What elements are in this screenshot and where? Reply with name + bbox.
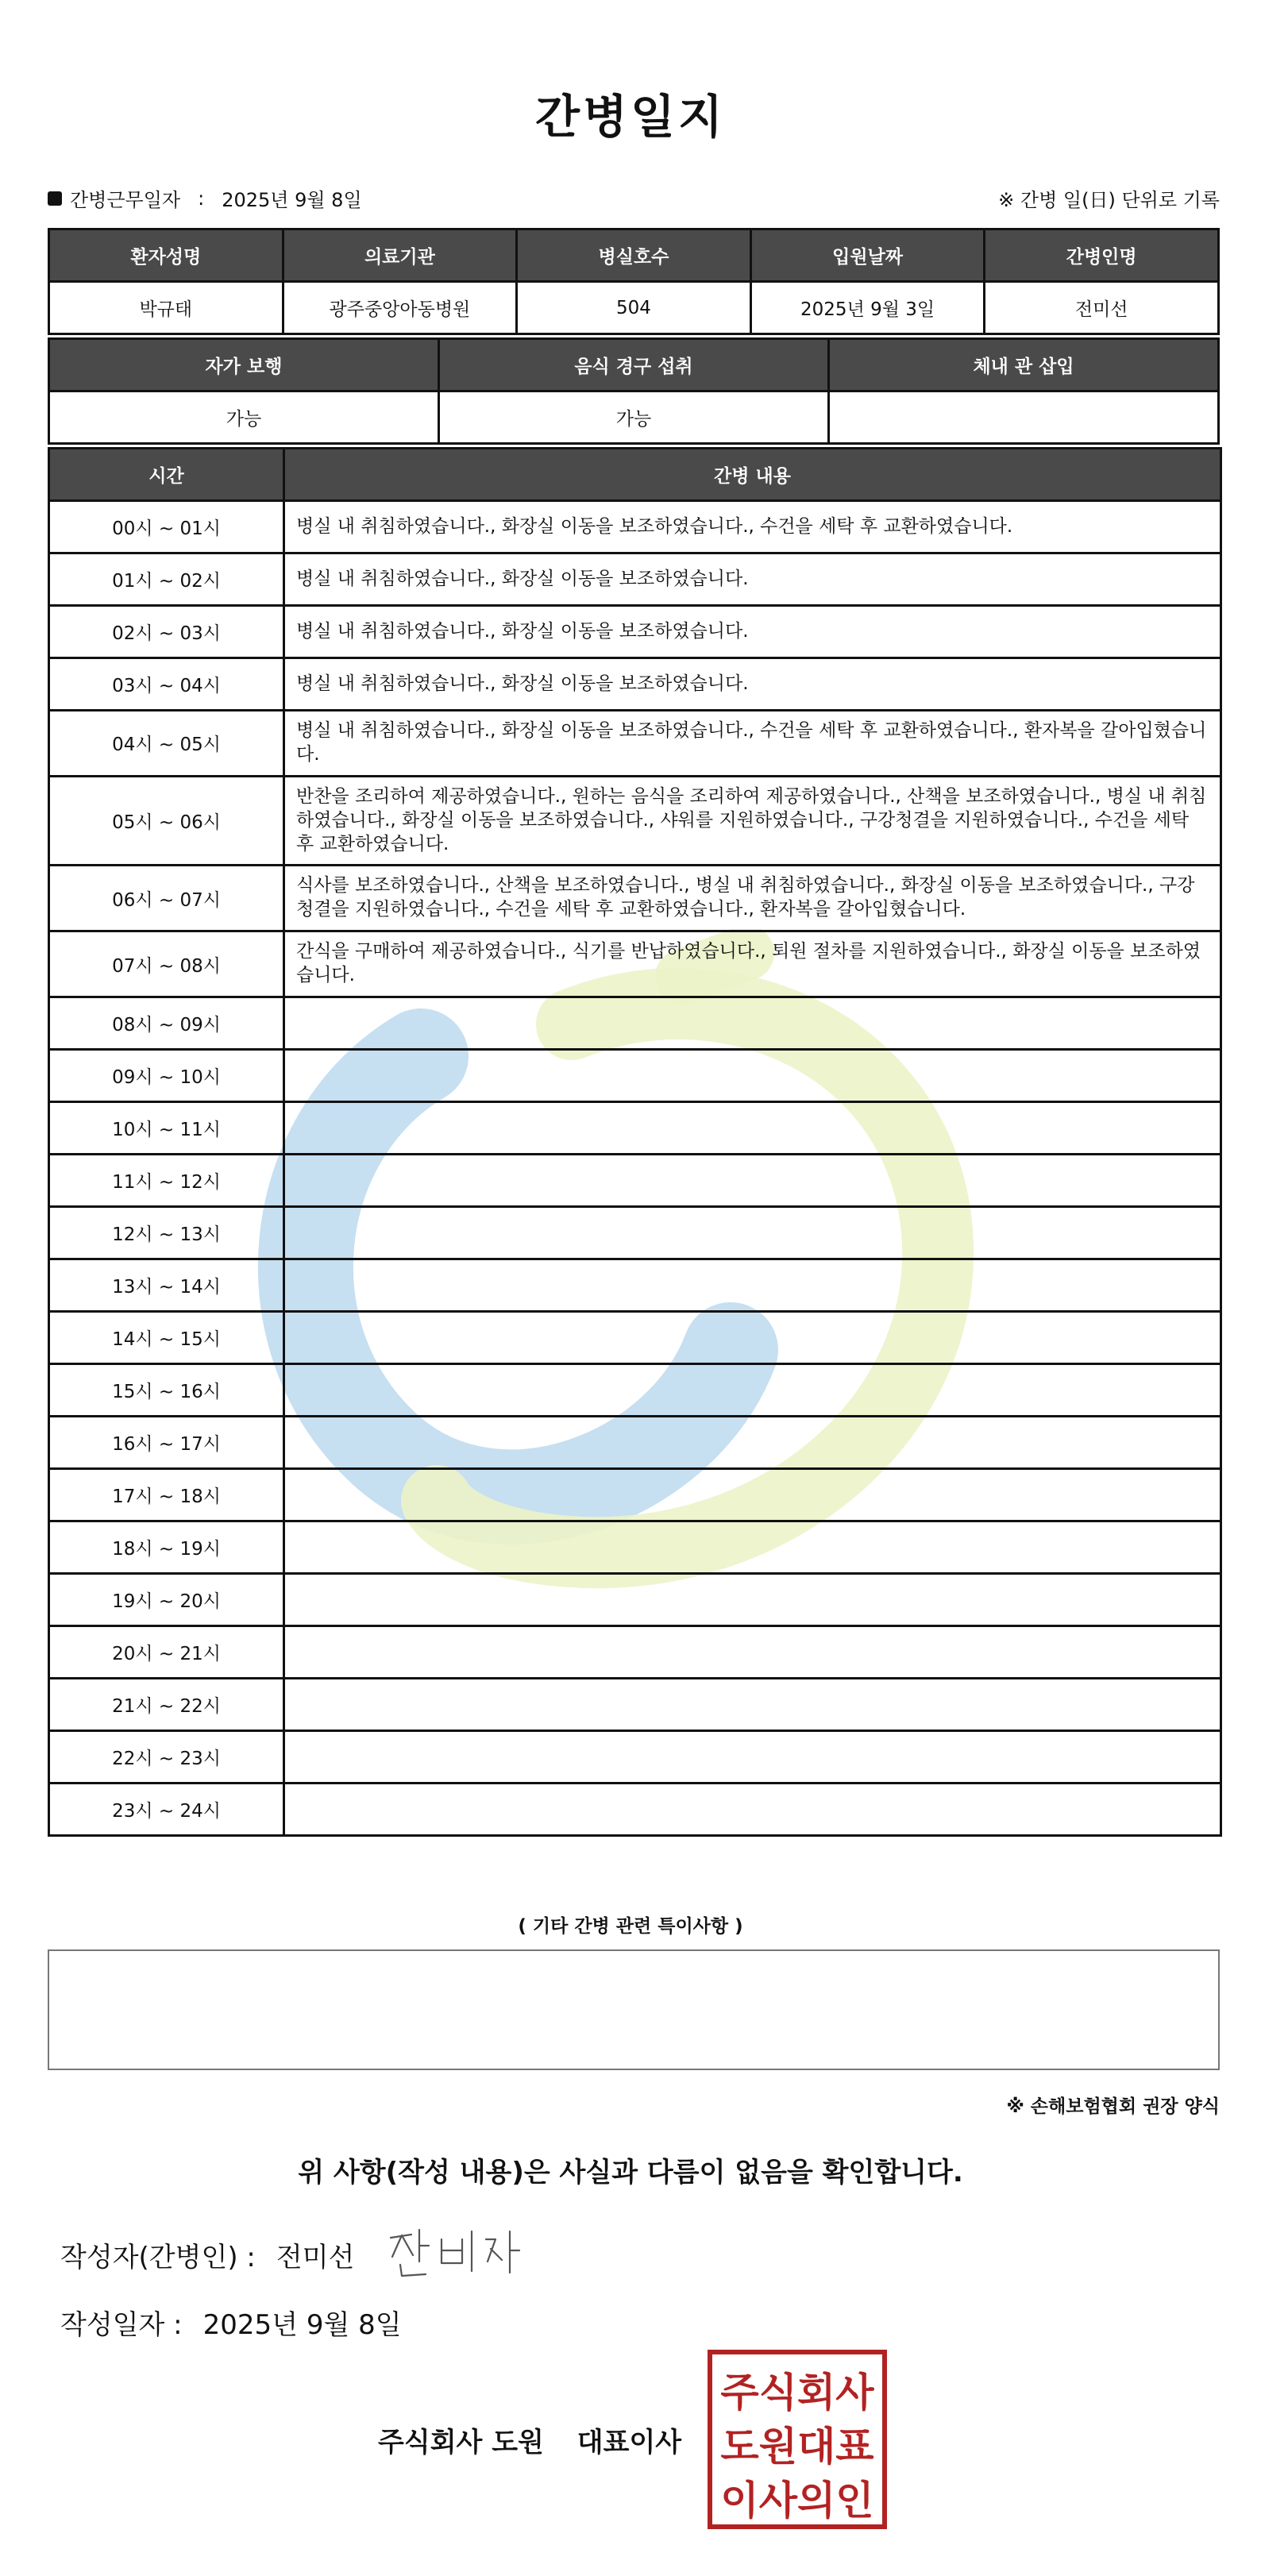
content-cell bbox=[284, 1050, 1221, 1102]
table-row bbox=[49, 553, 1221, 606]
time-cell: 14시 ~ 15시 bbox=[49, 1312, 284, 1364]
time-cell: 13시 ~ 14시 bbox=[49, 1259, 284, 1312]
content-cell bbox=[284, 1155, 1221, 1207]
content-cell bbox=[284, 1364, 1221, 1417]
self-walking-value: 가능 bbox=[49, 391, 439, 444]
seal-line-1: 주식회사 bbox=[720, 2370, 874, 2416]
time-cell: 22시 ~ 23시 bbox=[49, 1731, 284, 1784]
table-row bbox=[49, 1102, 1221, 1155]
header-room-number: 병실호수 bbox=[517, 229, 751, 282]
content-cell bbox=[284, 1417, 1221, 1469]
patient-name-value: 박규태 bbox=[49, 282, 283, 334]
content-cell: 반찬을 조리하여 제공하였습니다., 원하는 음식을 조리하여 제공하였습니다., 산책을 보조하였습니다., 병실 내 취침하였습니다., 화장실 이동을 보조하였습니다., 샤워를 지원하였습니다., 구강청결을 지원하였습니다., 수건을 세탁 후 교환하였습니다. bbox=[284, 776, 1221, 866]
document-title: 간병일지 bbox=[534, 90, 727, 144]
table-row bbox=[49, 1574, 1221, 1626]
table-row bbox=[49, 1521, 1221, 1574]
company-line bbox=[378, 2420, 681, 2459]
oral-intake-value: 가능 bbox=[439, 391, 829, 444]
work-date-colon: : bbox=[198, 187, 205, 210]
time-cell: 03시 ~ 04시 bbox=[49, 658, 284, 711]
content-cell bbox=[284, 1521, 1221, 1574]
content-cell: 간식을 구매하여 제공하였습니다., 식기를 반납하였습니다., 퇴원 절차를 지원하였습니다., 화장실 이동을 보조하였습니다. bbox=[284, 931, 1221, 997]
content-cell bbox=[284, 1784, 1221, 1836]
table-row bbox=[49, 1731, 1221, 1784]
written-date-label: 작성일자 : bbox=[60, 2309, 183, 2341]
signature-image bbox=[384, 2223, 535, 2287]
remarks-box bbox=[48, 1949, 1220, 2070]
table-row bbox=[49, 1207, 1221, 1259]
work-date-group bbox=[48, 184, 362, 212]
bullet-square-icon bbox=[48, 191, 62, 206]
patient-info-header-row bbox=[49, 229, 1219, 282]
hospital-value: 광주중앙아동병원 bbox=[283, 282, 517, 334]
header-self-walking: 자가 보행 bbox=[49, 339, 439, 391]
header-patient-name: 환자성명 bbox=[49, 229, 283, 282]
remarks-title: ( 기타 간병 관련 특이사항 ) bbox=[518, 1916, 743, 1937]
record-unit-note: ※ 간병 일(日) 단위로 기록 bbox=[998, 189, 1220, 211]
content-cell: 병실 내 취침하였습니다., 화장실 이동을 보조하였습니다. bbox=[284, 606, 1221, 658]
table-row bbox=[49, 866, 1221, 931]
company-rep: 대표이사 bbox=[577, 2427, 682, 2458]
header-tube-insertion: 체내 관 삽입 bbox=[829, 339, 1219, 391]
header-time: 시간 bbox=[49, 449, 284, 501]
content-cell: 병실 내 취침하였습니다., 화장실 이동을 보조하였습니다. bbox=[284, 658, 1221, 711]
table-row bbox=[49, 1312, 1221, 1364]
patient-condition-table bbox=[48, 337, 1220, 445]
content-cell: 병실 내 취침하였습니다., 화장실 이동을 보조하였습니다., 수건을 세탁 후 교환하였습니다., 환자복을 갈아입혔습니다. bbox=[284, 711, 1221, 777]
patient-condition-header-row bbox=[49, 339, 1219, 391]
table-row bbox=[49, 501, 1221, 553]
time-cell: 05시 ~ 06시 bbox=[49, 776, 284, 866]
table-row bbox=[49, 997, 1221, 1050]
header-hospital: 의료기관 bbox=[283, 229, 517, 282]
written-date-row bbox=[60, 2303, 402, 2342]
seal-line-3: 이사의인 bbox=[720, 2478, 874, 2524]
time-cell: 02시 ~ 03시 bbox=[49, 606, 284, 658]
table-row bbox=[49, 711, 1221, 777]
patient-condition-value-row bbox=[49, 391, 1219, 444]
work-date-label: 간병근무일자 bbox=[70, 189, 181, 211]
time-cell: 01시 ~ 02시 bbox=[49, 553, 284, 606]
header-caregiver-name: 간병인명 bbox=[985, 229, 1219, 282]
content-cell: 병실 내 취침하였습니다., 화장실 이동을 보조하였습니다., 수건을 세탁 후 교환하였습니다. bbox=[284, 501, 1221, 553]
schedule-header-row bbox=[49, 449, 1221, 501]
time-cell: 06시 ~ 07시 bbox=[49, 866, 284, 931]
tube-insertion-value bbox=[829, 391, 1219, 444]
company-seal bbox=[707, 2349, 888, 2530]
time-cell: 16시 ~ 17시 bbox=[49, 1417, 284, 1469]
content-cell bbox=[284, 997, 1221, 1050]
company-name: 주식회사 도원 bbox=[378, 2427, 544, 2458]
time-cell: 19시 ~ 20시 bbox=[49, 1574, 284, 1626]
content-cell: 병실 내 취침하였습니다., 화장실 이동을 보조하였습니다. bbox=[284, 553, 1221, 606]
time-cell: 09시 ~ 10시 bbox=[49, 1050, 284, 1102]
admission-date-value: 2025년 9월 3일 bbox=[750, 282, 985, 334]
time-cell: 20시 ~ 21시 bbox=[49, 1626, 284, 1679]
header-care-content: 간병 내용 bbox=[284, 449, 1221, 501]
work-date-value: 2025년 9월 8일 bbox=[222, 189, 362, 211]
caregiver-name-value: 전미선 bbox=[985, 282, 1219, 334]
time-cell: 11시 ~ 12시 bbox=[49, 1155, 284, 1207]
table-row bbox=[49, 776, 1221, 866]
table-row bbox=[49, 606, 1221, 658]
room-number-value: 504 bbox=[517, 282, 751, 334]
time-cell: 08시 ~ 09시 bbox=[49, 997, 284, 1050]
time-cell: 07시 ~ 08시 bbox=[49, 931, 284, 997]
time-cell: 21시 ~ 22시 bbox=[49, 1679, 284, 1731]
time-cell: 10시 ~ 11시 bbox=[49, 1102, 284, 1155]
header-admission-date: 입원날짜 bbox=[750, 229, 985, 282]
content-cell bbox=[284, 1102, 1221, 1155]
content-cell: 식사를 보조하였습니다., 산책을 보조하였습니다., 병실 내 취침하였습니다., 화장실 이동을 보조하였습니다., 구강청결을 지원하였습니다., 수건을 세탁 후 교환하였습니다., 환자복을 갈아입혔습니다. bbox=[284, 866, 1221, 931]
content-cell bbox=[284, 1574, 1221, 1626]
time-cell: 15시 ~ 16시 bbox=[49, 1364, 284, 1417]
care-schedule-table bbox=[48, 447, 1222, 1837]
content-cell bbox=[284, 1626, 1221, 1679]
table-row bbox=[49, 1417, 1221, 1469]
content-cell bbox=[284, 1259, 1221, 1312]
time-cell: 23시 ~ 24시 bbox=[49, 1784, 284, 1836]
time-cell: 12시 ~ 13시 bbox=[49, 1207, 284, 1259]
table-row bbox=[49, 931, 1221, 997]
time-cell: 17시 ~ 18시 bbox=[49, 1469, 284, 1521]
table-row bbox=[49, 1626, 1221, 1679]
content-cell bbox=[284, 1469, 1221, 1521]
table-row bbox=[49, 1364, 1221, 1417]
patient-info-value-row bbox=[49, 282, 1219, 334]
writer-row bbox=[60, 2235, 354, 2274]
table-row bbox=[49, 1679, 1221, 1731]
table-row bbox=[49, 1259, 1221, 1312]
time-cell: 00시 ~ 01시 bbox=[49, 501, 284, 553]
content-cell bbox=[284, 1679, 1221, 1731]
meta-row bbox=[48, 184, 1220, 216]
patient-info-table bbox=[48, 228, 1220, 335]
table-row bbox=[49, 1155, 1221, 1207]
writer-label: 작성자(간병인) : bbox=[60, 2242, 256, 2273]
table-row bbox=[49, 1469, 1221, 1521]
header-oral-intake: 음식 경구 섭취 bbox=[439, 339, 829, 391]
written-date-value: 2025년 9월 8일 bbox=[202, 2309, 402, 2341]
content-cell bbox=[284, 1207, 1221, 1259]
content-cell bbox=[284, 1312, 1221, 1364]
writer-name: 전미선 bbox=[276, 2242, 355, 2273]
table-row bbox=[49, 1050, 1221, 1102]
time-cell: 04시 ~ 05시 bbox=[49, 711, 284, 777]
content-cell bbox=[284, 1731, 1221, 1784]
time-cell: 18시 ~ 19시 bbox=[49, 1521, 284, 1574]
table-row bbox=[49, 658, 1221, 711]
table-row bbox=[49, 1784, 1221, 1836]
recommend-note: ※ 손해보험협회 권장 양식 bbox=[1006, 2096, 1220, 2117]
seal-line-2: 도원대표 bbox=[720, 2424, 874, 2470]
confirm-statement: 위 사항(작성 내용)은 사실과 다름이 없음을 확인합니다. bbox=[298, 2157, 963, 2188]
